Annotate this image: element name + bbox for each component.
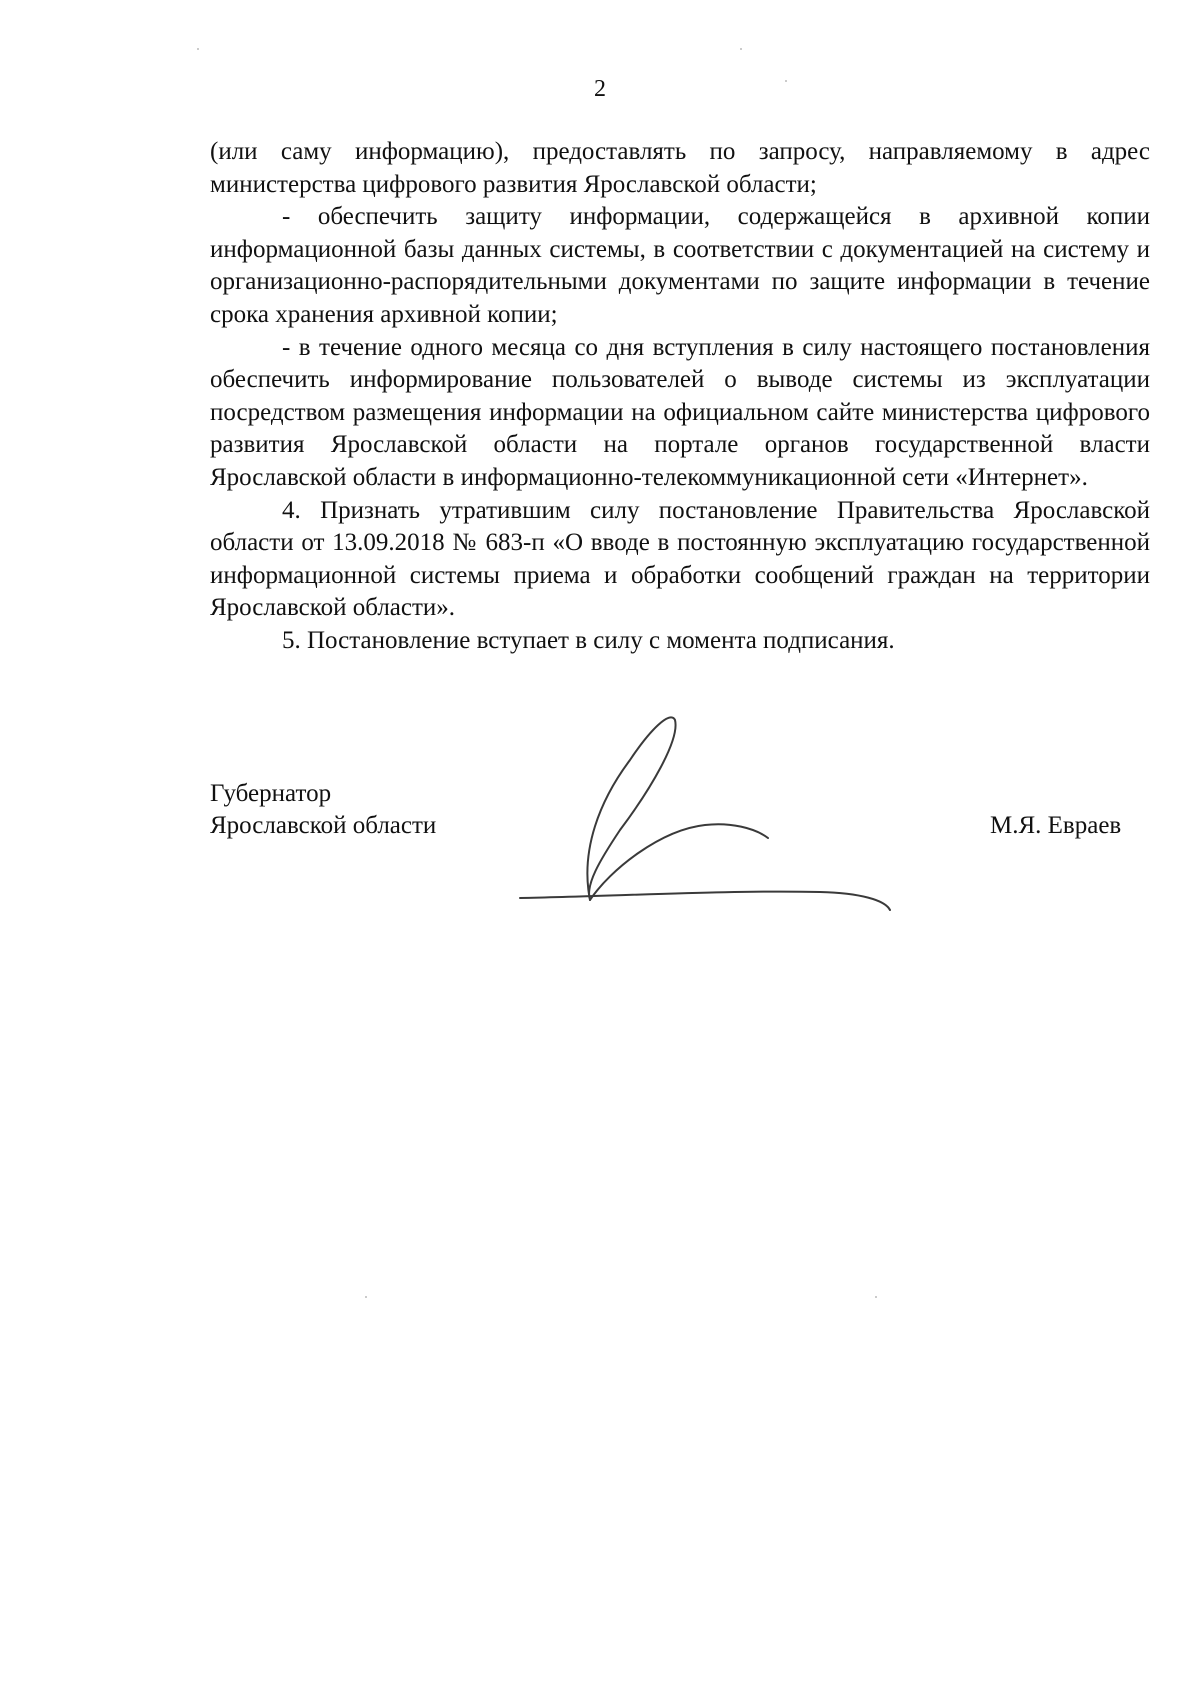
page-number: 2	[594, 76, 606, 102]
document-body	[210, 136, 1150, 658]
signatory-position-line1: Губернатор	[210, 780, 332, 807]
signatory-name: М.Я. Евраев	[990, 812, 1122, 839]
paragraph-continuation: (или саму информацию), предоставлять по запросу, направляемому в адрес министерства цифрового развития Ярославской области;	[210, 138, 1150, 198]
scan-speck	[875, 1296, 877, 1298]
signatory-position-line2: Ярославской области	[210, 812, 437, 839]
signature-loop-stroke	[587, 717, 675, 900]
paragraph-protect-info: - обеспечить защиту информации, содержащейся в архивной копии информационной базы данных системы, в соответствии с документацией на систему и организационно-распорядительными документами по защите информации в течение срока хранения архивной копии;	[210, 203, 1150, 328]
scan-speck	[740, 48, 742, 50]
scan-speck	[197, 48, 199, 50]
paragraph-item-4: 4. Признать утратившим силу постановление Правительства Ярославской области от 13.09.2018 № 683-п «О вводе в постоянную эксплуатацию государственной информационной системы приема и обработки сообщений граждан на территории Ярославской области».	[210, 496, 1150, 622]
signatory-position	[210, 778, 436, 842]
scan-speck	[785, 80, 787, 82]
handwritten-signature	[500, 700, 920, 930]
paragraph-inform-users: - в течение одного месяца со дня вступления в силу настоящего постановления обеспечить информирование пользователей о выводе системы из эксплуатации посредством размещения информации на официальном сайте министерства цифрового развития Ярославской области на портале органов государственной власти Ярославской области в информационно-телекоммуникационной сети «Интернет».	[210, 333, 1150, 491]
paragraph-item-5: 5. Постановление вступает в силу с момента подписания.	[282, 626, 895, 654]
scan-speck	[365, 1296, 367, 1298]
signature-underline-stroke	[520, 892, 890, 910]
